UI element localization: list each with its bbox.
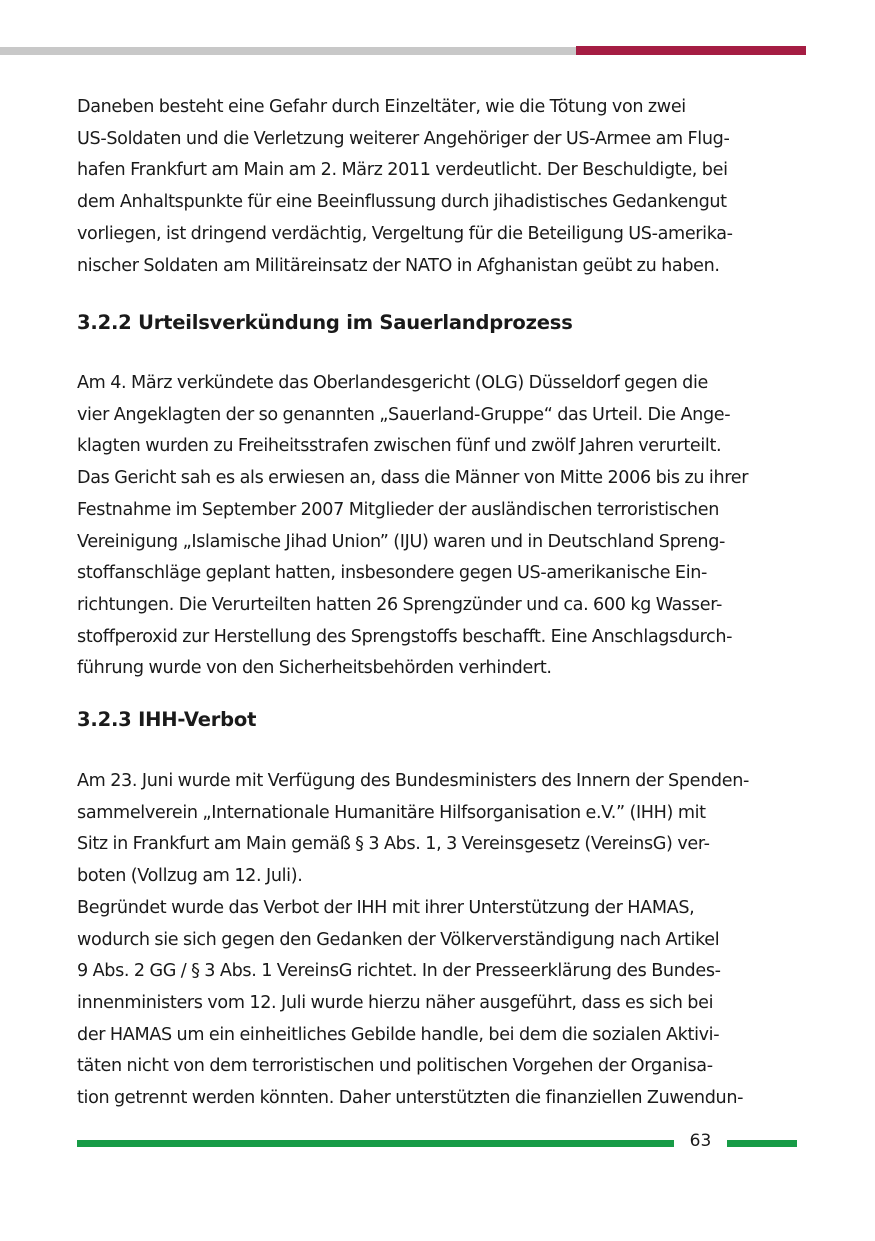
footer-rule-right [727,1140,797,1147]
paragraph-intro [77,92,733,282]
text-line: vier Angeklagten der so genannten „Sauerland-Gruppe“ das Urteil. Die Ange- [77,404,731,425]
paragraph-sauerland [77,368,748,685]
text-line: täten nicht von dem terroristischen und politischen Vorgehen der Organisa- [77,1056,713,1077]
text-line: Das Gericht sah es als erwiesen an, dass die Männer von Mitte 2006 bis zu ihrer [77,468,749,489]
paragraph-ihh [77,766,749,1115]
section-heading-urteilsverkuendung: 3.2.2 Urteilsverkündung im Sauerlandprozess [77,311,573,334]
section-heading-ihh-verbot: 3.2.3 IHH-Verbot [77,708,257,731]
text-line: hafen Frankfurt am Main am 2. März 2011 verdeutlicht. Der Beschuldigte, bei [77,160,728,181]
text-line: wodurch sie sich gegen den Gedanken der Völkerverständigung nach Artikel [77,929,720,950]
footer-rule-left [77,1140,674,1147]
text-line: richtungen. Die Verurteilten hatten 26 Sprengzünder und ca. 600 kg Wasser- [77,594,722,615]
text-line: innenministers vom 12. Juli wurde hierzu näher ausgeführt, dass es sich bei [77,992,714,1013]
text-line: Begründet wurde das Verbot der IHH mit ihrer Unterstützung der HAMAS, [77,897,695,918]
text-line: Festnahme im September 2007 Mitglieder der ausländischen terroristischen [77,499,720,520]
text-line: Sitz in Frankfurt am Main gemäß § 3 Abs. 1, 3 Vereinsgesetz (VereinsG) ver- [77,834,710,855]
text-line: Am 4. März verkündete das Oberlandesgericht (OLG) Düsseldorf gegen die [77,373,708,393]
text-line: vorliegen, ist dringend verdächtig, Vergeltung für die Beteiligung US-amerika- [77,223,733,244]
text-line: tion getrennt werden könnten. Daher unterstützten die finanziellen Zuwendun- [77,1088,744,1109]
text-line: stoffanschläge geplant hatten, insbesondere gegen US-amerikanische Ein- [77,563,708,584]
text-line: der HAMAS um ein einheitliches Gebilde handle, bei dem die sozialen Aktivi- [77,1024,720,1045]
text-line: nischer Soldaten am Militäreinsatz der NATO in Afghanistan geübt zu haben. [77,255,720,276]
text-line: führung wurde von den Sicherheitsbehörden verhindert. [77,658,552,679]
text-line: stoffperoxid zur Herstellung des Sprengstoffs beschafft. Eine Anschlagsdurch- [77,626,733,647]
text-line: sammelverein „Internationale Humanitäre Hilfsorganisation e.V.” (IHH) mit [77,802,706,823]
header-rule-gray [0,47,576,55]
text-line: US-Soldaten und die Verletzung weiterer Angehöriger der US-Armee am Flug- [77,128,730,149]
text-line: Vereinigung „Islamische Jihad Union” (IJU) waren und in Deutschland Spreng- [77,531,726,552]
page-number: 63 [689,1131,712,1151]
text-line: klagten wurden zu Freiheitsstrafen zwischen fünf und zwölf Jahren verurteilt. [77,436,722,457]
text-line: Daneben besteht eine Gefahr durch Einzeltäter, wie die Tötung von zwei [77,97,686,117]
text-line: boten (Vollzug am 12. Juli). [77,866,303,887]
text-line: dem Anhaltspunkte für eine Beeinflussung durch jihadistisches Gedankengut [77,192,727,213]
text-line: 9 Abs. 2 GG / § 3 Abs. 1 VereinsG richtet. In der Presseerklärung des Bundes- [77,961,721,982]
text-line: Am 23. Juni wurde mit Verfügung des Bundesministers des Innern der Spenden- [77,771,750,791]
header-rule-accent [576,46,806,55]
